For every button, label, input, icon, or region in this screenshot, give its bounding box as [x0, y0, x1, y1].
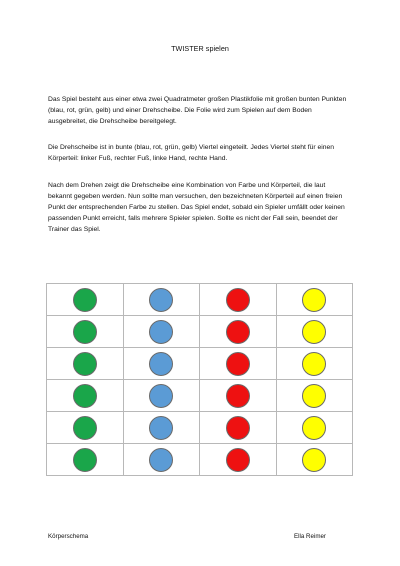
board-cell-red: [200, 284, 277, 316]
red-dot: [226, 416, 250, 440]
board-cell-blue: [123, 444, 200, 476]
green-dot: [73, 288, 97, 312]
yellow-dot: [302, 320, 326, 344]
board-row: [47, 412, 353, 444]
board-cell-yellow: [276, 348, 353, 380]
yellow-dot: [302, 448, 326, 472]
red-dot: [226, 288, 250, 312]
green-dot: [73, 384, 97, 408]
board-cell-red: [200, 380, 277, 412]
blue-dot: [149, 320, 173, 344]
board-cell-yellow: [276, 412, 353, 444]
twister-board-table: [46, 283, 353, 476]
board-cell-yellow: [276, 380, 353, 412]
footer-topic: Körperschema: [48, 533, 89, 540]
board-cell-red: [200, 316, 277, 348]
red-dot: [226, 384, 250, 408]
blue-dot: [149, 384, 173, 408]
paragraph-game-rules: Nach dem Drehen zeigt die Drehscheibe eine Kombination von Farbe und Körperteil, die laut bekannt gegeben werden. Nun sollte man versuchen, den bezeichneten Körperteil auf einen freien Punkt der entsprechenden Farbe zu stellen. Das Spiel endet, sobald ein Spieler umfällt oder keinen passenden Punkt erreicht, falls mehrere Spieler spielen. Sollte es nicht der Fall sein, beendet der Trainer das Spiel.: [48, 182, 345, 233]
paragraph-spinner-description: Die Drehscheibe ist in bunte (blau, rot, grün, gelb) Viertel eingeteilt. Jedes Viertel steht für einen Körperteil: linker Fuß, rechter Fuß, linke Hand, rechte Hand.: [48, 144, 335, 162]
board-cell-blue: [123, 412, 200, 444]
board-row: [47, 348, 353, 380]
yellow-dot: [302, 352, 326, 376]
yellow-dot: [302, 288, 326, 312]
board-row: [47, 316, 353, 348]
board-row: [47, 444, 353, 476]
yellow-dot: [302, 416, 326, 440]
board-cell-red: [200, 348, 277, 380]
board-cell-yellow: [276, 316, 353, 348]
board-cell-blue: [123, 316, 200, 348]
yellow-dot: [302, 384, 326, 408]
blue-dot: [149, 448, 173, 472]
blue-dot: [149, 352, 173, 376]
green-dot: [73, 320, 97, 344]
board-cell-blue: [123, 380, 200, 412]
board-cell-yellow: [276, 284, 353, 316]
blue-dot: [149, 416, 173, 440]
board-cell-green: [47, 444, 124, 476]
board-cell-red: [200, 444, 277, 476]
board-cell-green: [47, 380, 124, 412]
red-dot: [226, 448, 250, 472]
board-cell-green: [47, 412, 124, 444]
board-row: [47, 284, 353, 316]
board-cell-yellow: [276, 444, 353, 476]
blue-dot: [149, 288, 173, 312]
board-cell-green: [47, 348, 124, 380]
board-cell-blue: [123, 348, 200, 380]
green-dot: [73, 448, 97, 472]
green-dot: [73, 416, 97, 440]
board-cell-green: [47, 284, 124, 316]
paragraph-game-description: Das Spiel besteht aus einer etwa zwei Quadratmeter großen Plastikfolie mit großen bunten Punkten (blau, rot, grün, gelb) und einer Drehscheibe. Die Folie wird zum Spielen auf dem Boden ausgebreitet, die Drehscheibe bereitgelegt.: [48, 96, 347, 125]
board-cell-blue: [123, 284, 200, 316]
footer-author: Ella Reimer: [294, 533, 326, 540]
green-dot: [73, 352, 97, 376]
board-cell-green: [47, 316, 124, 348]
red-dot: [226, 320, 250, 344]
board-row: [47, 380, 353, 412]
page-title: TWISTER spielen: [171, 44, 229, 53]
board-cell-red: [200, 412, 277, 444]
red-dot: [226, 352, 250, 376]
